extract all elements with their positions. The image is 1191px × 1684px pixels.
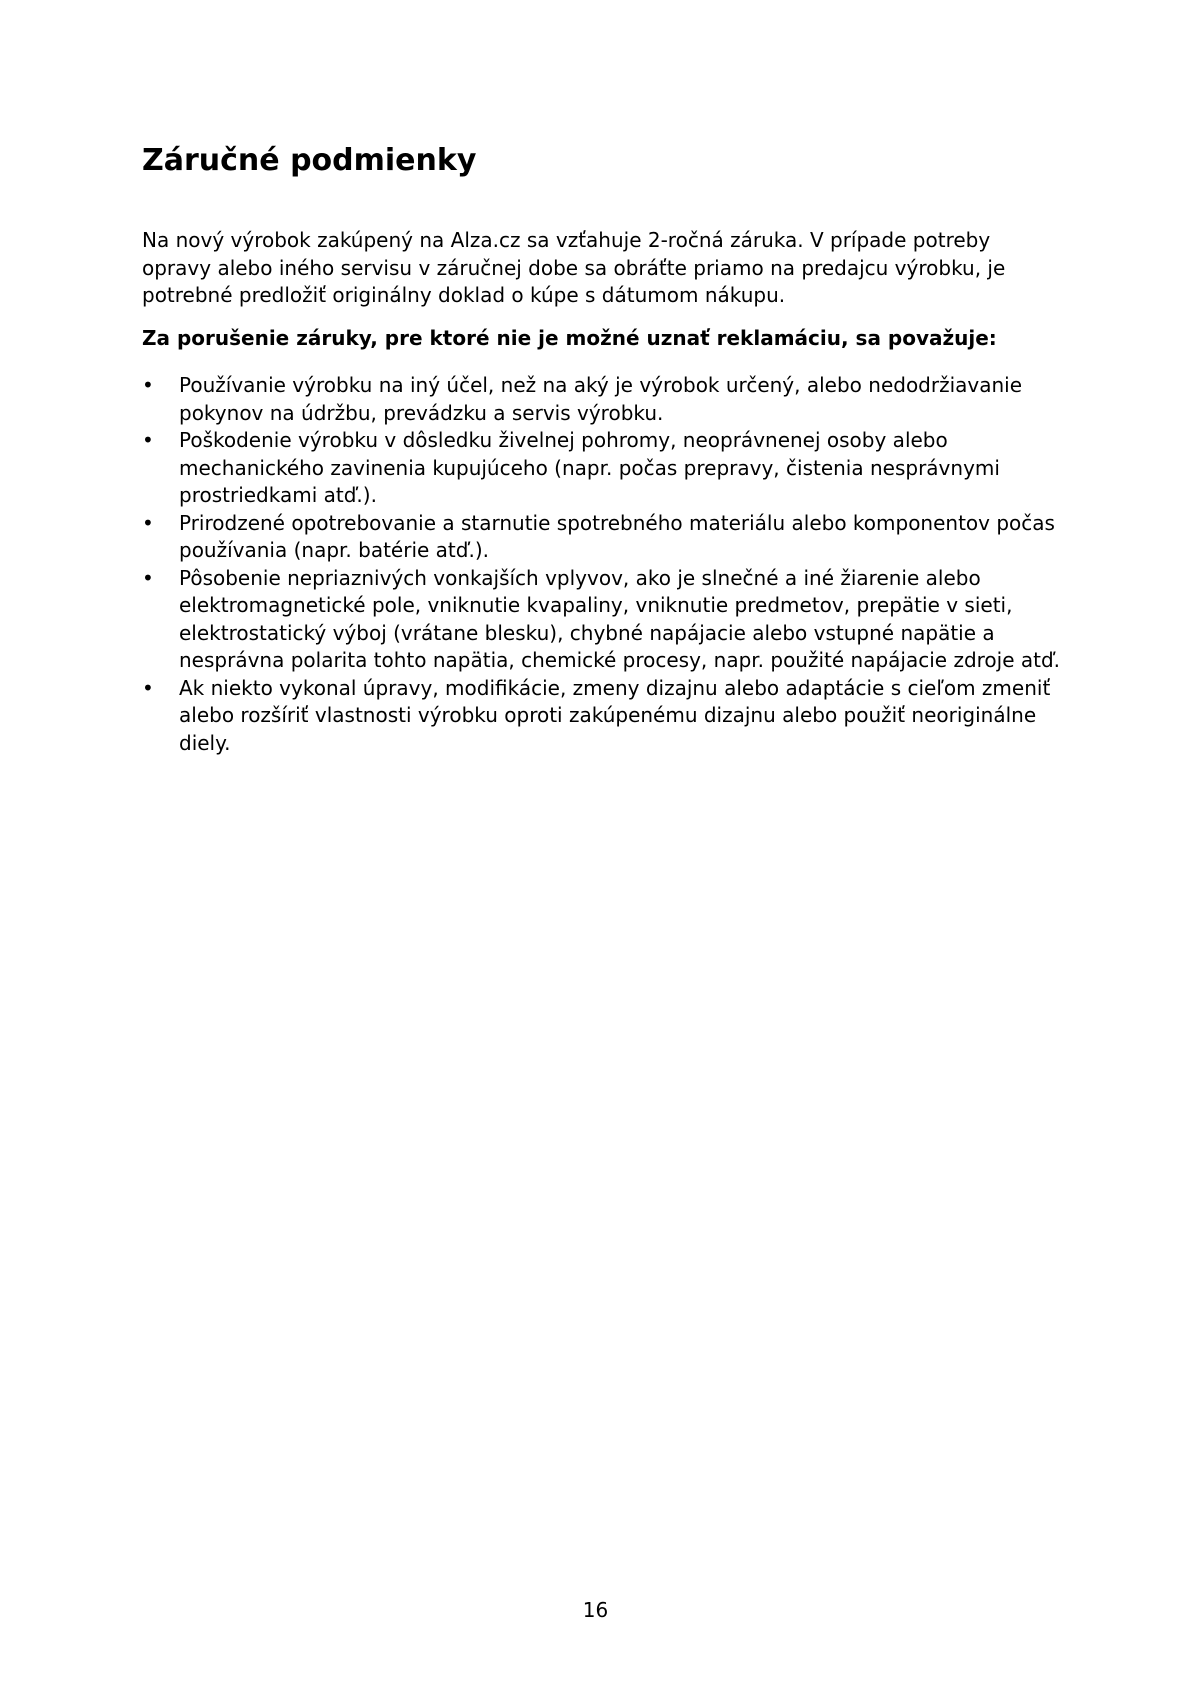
list-item-text: Používanie výrobku na iný účel, než na aký je výrobok určený, alebo nedodržiavanie pokynov na údržbu, prevádzku a servis výrobku. — [179, 373, 1023, 425]
list-item — [142, 675, 1062, 758]
list-item-text: Poškodenie výrobku v dôsledku živelnej pohromy, neoprávnenej osoby alebo mechanického zavinenia kupujúceho (napr. počas prepravy, čistenia nesprávnymi prostriedkami atď.). — [179, 428, 1000, 507]
bullet-icon: • — [142, 675, 154, 700]
list-item-text: Prirodzené opotrebovanie a starnutie spotrebného materiálu alebo komponentov počas používania (napr. batérie atď.). — [179, 510, 1055, 562]
list-item — [142, 565, 1062, 675]
list-item — [142, 427, 1062, 510]
warranty-exclusions-list — [142, 372, 1062, 757]
page-title: Záručné podmienky — [142, 143, 477, 178]
bullet-icon: • — [142, 510, 154, 535]
bullet-icon: • — [142, 373, 154, 397]
list-item-text: Ak niekto vykonal úpravy, modifikácie, zmeny dizajnu alebo adaptácie s cieľom zmeniť alebo rozšíriť vlastnosti výrobku oproti zakúpenému dizajnu alebo použiť neoriginálne diely. — [179, 675, 1051, 755]
page-number: 16 — [582, 1598, 609, 1622]
list-item — [142, 510, 1062, 565]
bullet-icon: • — [142, 428, 154, 452]
list-item-text: Pôsobenie nepriaznivých vonkajších vplyvov, ako je slnečné a iné žiarenie alebo elektromagnetické pole, vniknutie kvapaliny, vniknutie predmetov, prepätie v sieti, elektrostatický výboj (vrátane blesku), chybné napájacie alebo vstupné napätie a nesprávna polarita tohto napätia, chemické procesy, napr. použité napájacie zdroje atď. — [179, 565, 1061, 672]
warranty-exclusions-heading: Za porušenie záruky, pre ktoré nie je možné uznať reklamáciu, sa považuje: — [142, 326, 997, 350]
list-item — [142, 372, 1062, 427]
intro-paragraph: Na nový výrobok zakúpený na Alza.cz sa vzťahuje 2-ročná záruka. V prípade potreby opravy alebo iného servisu v záručnej dobe sa obráťte priamo na predajcu výrobku, je potrebné predložiť originálny doklad o kúpe s dátumom nákupu. — [142, 228, 1006, 307]
bullet-icon: • — [142, 565, 154, 590]
